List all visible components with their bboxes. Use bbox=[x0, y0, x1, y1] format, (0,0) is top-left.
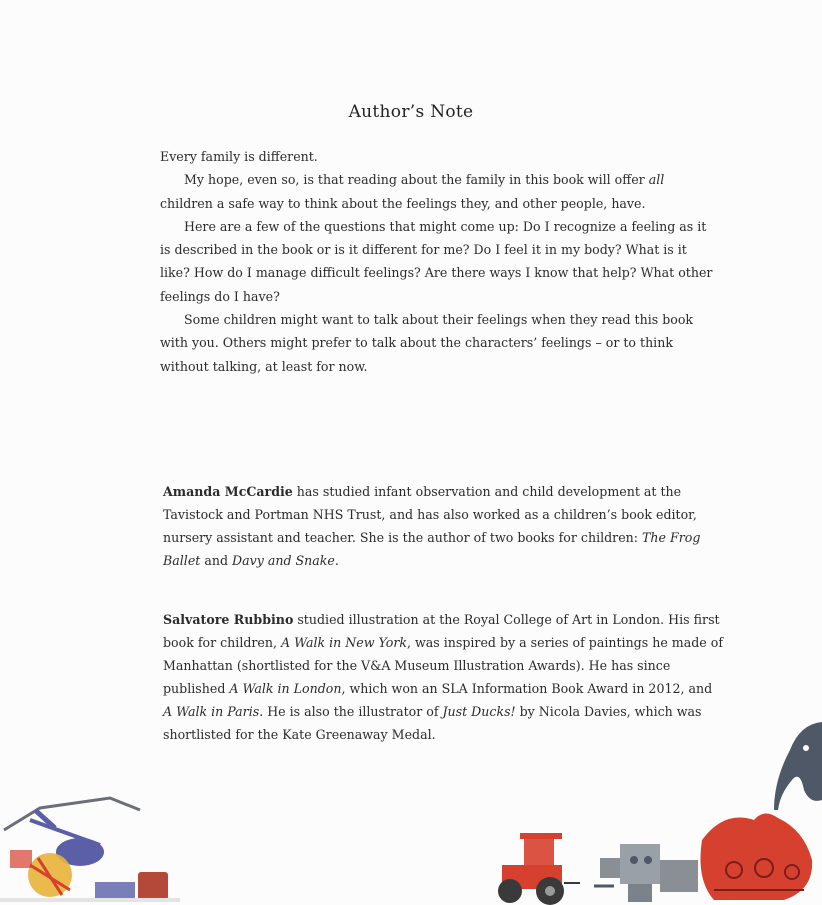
bio-text: . He is also the illustrator of bbox=[259, 704, 443, 719]
book-title: The Frog Ballet bbox=[163, 530, 701, 568]
illustrator-bio-paragraph bbox=[163, 608, 723, 746]
book-title: A Walk in Paris bbox=[163, 704, 260, 719]
note-paragraph-2 bbox=[160, 168, 720, 215]
book-title: Davy and Snake bbox=[232, 553, 335, 568]
note-text: My hope, even so, is that reading about the family in this book will offer bbox=[184, 172, 649, 188]
bio-text: by Nicola Davies, which was shortlisted for the Kate Greenaway Medal. bbox=[163, 704, 702, 742]
toy-elephant-icon bbox=[770, 720, 822, 815]
bio-text: has studied infant observation and child development at the Tavistock and Portman NHS Trust, and has also worked as a children’s book editor, nursery assistant and teacher. She is the author of two books for children: bbox=[163, 484, 697, 545]
bio-text: , was inspired by a series of paintings he made of Manhattan (shortlisted for the V&A Museum Illustration Awards). He has since published bbox=[163, 635, 723, 696]
bio-text: . bbox=[334, 553, 339, 568]
note-paragraph-4: Some children might want to talk about their feelings when they read this book with you. Others might prefer to talk about the characters’ feelings – or to think without talking, at least for now. bbox=[160, 312, 694, 374]
toy-tractor-icon bbox=[488, 825, 588, 905]
toy-red-figure-icon bbox=[694, 800, 822, 905]
note-text: children a safe way to think about the feelings they, and other people, have. bbox=[160, 195, 646, 211]
note-paragraph-1: Every family is different. bbox=[160, 149, 318, 164]
illustrator-name: Salvatore Rubbino bbox=[163, 612, 294, 627]
author-bio-paragraph bbox=[163, 480, 723, 572]
bio-text: and bbox=[200, 553, 233, 568]
note-paragraph-3: Here are a few of the questions that might come up: Do I recognize a feeling as it is described in the book or is it different for me? Do I feel it in my body? What is it like? How do I manage difficult feelings? Are there ways I know that help? What other feelings do I have? bbox=[160, 218, 713, 304]
author-name: Amanda McCardie bbox=[163, 484, 293, 499]
book-title: A Walk in London bbox=[229, 681, 342, 696]
page-title: Author’s Note bbox=[348, 102, 474, 122]
illustrator-bio bbox=[163, 608, 723, 746]
note-emphasis: all bbox=[648, 172, 665, 188]
author-bio bbox=[163, 480, 723, 572]
bio-text: , which won an SLA Information Book Award in 2012, and bbox=[341, 681, 713, 696]
authors-note-body bbox=[160, 145, 720, 378]
book-title: Just Ducks! bbox=[442, 704, 516, 719]
toy-helicopter-icon bbox=[0, 790, 180, 905]
bio-text: studied illustration at the Royal College of Art in London. His first book for children, bbox=[163, 612, 720, 650]
book-title: A Walk in New York bbox=[281, 635, 407, 650]
